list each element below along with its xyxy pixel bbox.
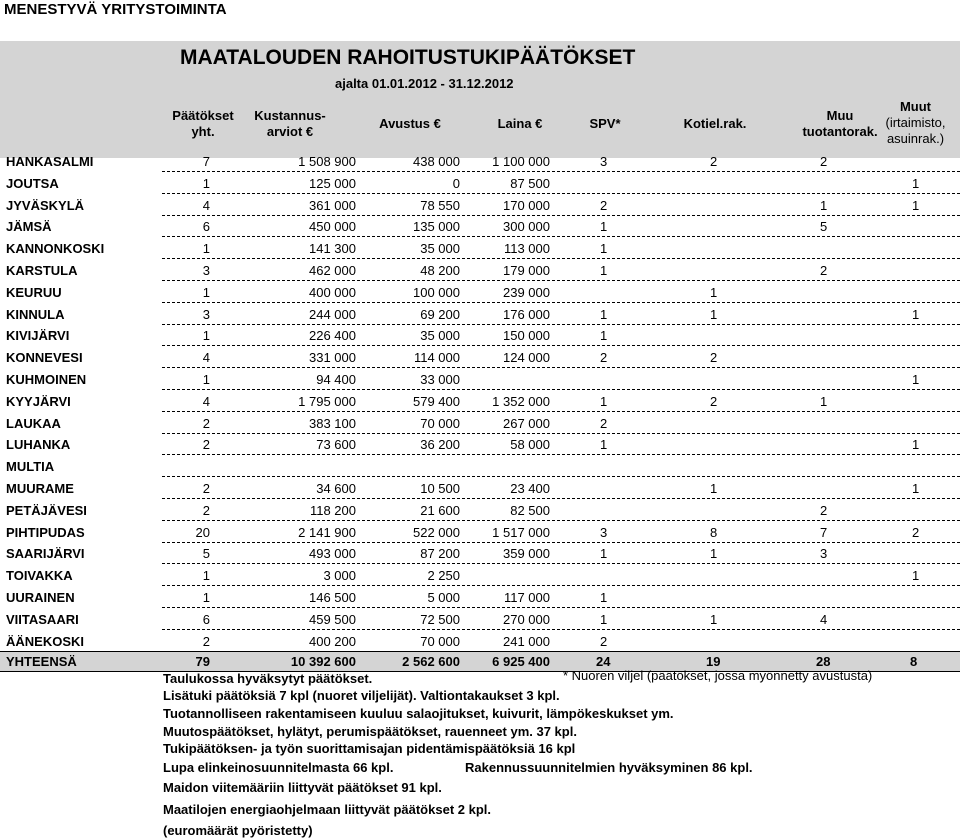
note-euromaarat: (euromäärät pyöristetty) <box>163 823 313 838</box>
cell-paatokset: 1 <box>202 568 210 584</box>
cell-name: VIITASAARI <box>6 611 79 627</box>
cell-name: LUHANKA <box>6 437 71 453</box>
cell-muu: 2 <box>820 502 828 518</box>
header-paatokset <box>163 108 243 140</box>
cell-muu: 1 <box>820 197 828 213</box>
cell-kotiel: 1 <box>710 306 718 322</box>
cell-kustannus: 383 100 <box>309 415 356 431</box>
cell-kustannus: 1 795 000 <box>298 393 356 409</box>
cell-laina: 117 000 <box>503 590 550 605</box>
cell-avustus: 72 500 <box>420 611 460 627</box>
cell-laina: 170 000 <box>503 197 550 213</box>
cell-kustannus: 118 200 <box>309 502 356 518</box>
header-muut-line3: asuinrak.) <box>886 131 945 146</box>
cell-avustus: 70 000 <box>420 415 460 431</box>
cell-muu: 1 <box>820 393 828 409</box>
report-period: ajalta 01.01.2012 - 31.12.2012 <box>335 76 514 91</box>
cell-kustannus: 34 600 <box>316 481 356 496</box>
total-kotiel: 19 <box>706 654 721 669</box>
note-accepted: Taulukossa hyväksytyt päätökset. <box>163 671 373 686</box>
cell-muut: 2 <box>912 524 920 540</box>
cell-spv: 1 <box>600 437 608 453</box>
cell-name: KYYJÄRVI <box>6 393 71 409</box>
cell-laina: 124 000 <box>503 350 550 366</box>
cell-avustus: 114 000 <box>413 350 460 366</box>
cell-kustannus: 361 000 <box>309 197 356 213</box>
cell-paatokset: 5 <box>202 546 210 562</box>
cell-name: KANNONKOSKI <box>6 241 105 257</box>
cell-name: SAARIJÄRVI <box>6 546 85 562</box>
total-muu: 28 <box>816 654 831 669</box>
total-avustus: 2 562 600 <box>402 654 460 669</box>
cell-laina: 267 000 <box>503 415 550 431</box>
page-title: MENESTYVÄ YRITYSTOIMINTA <box>4 1 227 18</box>
cell-paatokset: 2 <box>202 437 210 453</box>
cell-paatokset: 1 <box>202 175 210 191</box>
cell-spv: 1 <box>600 590 608 605</box>
cell-avustus: 135 000 <box>413 219 460 235</box>
cell-kustannus: 400 000 <box>309 284 356 300</box>
table-row <box>0 172 960 194</box>
cell-laina: 270 000 <box>503 611 550 627</box>
cell-paatokset: 2 <box>202 481 210 496</box>
table-row <box>0 303 960 325</box>
cell-avustus: 100 000 <box>413 284 460 300</box>
cell-kustannus: 1 508 900 <box>298 154 356 169</box>
cell-kotiel: 2 <box>710 393 718 409</box>
header-muut-line2: (irtaimisto, <box>885 115 946 130</box>
note-lisatuki: Lisätuki päätöksiä 7 kpl (nuoret viljelijät). Valtiontakaukset 3 kpl. <box>163 688 560 703</box>
cell-avustus: 33 000 <box>420 372 460 387</box>
cell-paatokset: 20 <box>195 524 210 540</box>
cell-spv: 1 <box>600 393 608 409</box>
cell-name: KUHMOINEN <box>6 372 87 387</box>
cell-laina: 87 500 <box>510 175 550 191</box>
cell-name: TOIVAKKA <box>6 568 73 584</box>
table-row <box>0 215 960 237</box>
cell-kustannus: 450 000 <box>309 219 356 235</box>
cell-paatokset: 1 <box>202 241 210 257</box>
total-paatokset: 79 <box>195 654 210 669</box>
table-row <box>0 150 960 172</box>
cell-muut: 1 <box>912 175 920 191</box>
cell-name: MULTIA <box>6 459 55 475</box>
cell-name: KINNULA <box>6 306 65 322</box>
cell-avustus: 21 600 <box>420 502 460 518</box>
cell-kotiel: 1 <box>710 611 718 627</box>
table-row <box>0 499 960 521</box>
cell-kustannus: 125 000 <box>309 175 356 191</box>
note-tukipaatos: Tukipäätöksen- ja työn suorittamisajan pidentämispäätöksiä 16 kpl <box>163 741 576 756</box>
header-muut <box>873 99 958 147</box>
cell-paatokset: 2 <box>202 633 210 649</box>
total-muut: 8 <box>910 654 918 669</box>
cell-spv: 2 <box>600 415 608 431</box>
cell-muu: 2 <box>820 263 828 278</box>
cell-kustannus: 493 000 <box>309 546 356 562</box>
cell-avustus: 438 000 <box>413 154 460 169</box>
cell-spv: 3 <box>600 524 608 540</box>
table-row <box>0 521 960 543</box>
cell-kotiel: 1 <box>710 481 718 496</box>
table-row <box>0 477 960 499</box>
header-kustannus-line1: Kustannus- <box>254 108 326 123</box>
cell-muu: 7 <box>820 524 828 540</box>
cell-name: JOUTSA <box>6 175 59 191</box>
cell-spv: 3 <box>600 154 608 169</box>
cell-spv: 1 <box>600 328 608 344</box>
cell-laina: 1 352 000 <box>492 393 550 409</box>
cell-paatokset: 7 <box>202 154 210 169</box>
cell-kustannus: 400 200 <box>309 633 356 649</box>
table-row <box>0 346 960 368</box>
table-row <box>0 194 960 216</box>
cell-spv: 1 <box>600 306 608 322</box>
cell-name: KIVIJÄRVI <box>6 328 70 344</box>
cell-kustannus: 462 000 <box>309 263 356 278</box>
cell-paatokset: 2 <box>202 502 210 518</box>
cell-spv: 1 <box>600 241 608 257</box>
cell-avustus: 36 200 <box>420 437 460 453</box>
cell-paatokset: 1 <box>202 372 210 387</box>
cell-muu: 5 <box>820 219 828 235</box>
cell-kotiel: 1 <box>710 546 718 562</box>
cell-laina: 113 000 <box>503 241 550 257</box>
table-row <box>0 455 960 477</box>
table-row <box>0 324 960 346</box>
cell-kotiel: 1 <box>710 284 718 300</box>
cell-kustannus: 2 141 900 <box>298 524 356 540</box>
cell-muut: 1 <box>912 437 920 453</box>
note-tuotannollinen: Tuotannolliseen rakentamiseen kuuluu salaojitukset, kuivurit, lämpökeskukset ym. <box>163 706 674 721</box>
report-title: MAATALOUDEN RAHOITUSTUKIPÄÄTÖKSET <box>180 46 636 69</box>
cell-name: PIHTIPUDAS <box>6 524 85 540</box>
cell-laina: 239 000 <box>503 284 550 300</box>
header-paatokset-line2: yht. <box>191 124 215 139</box>
cell-paatokset: 1 <box>202 328 210 344</box>
cell-avustus: 35 000 <box>420 241 460 257</box>
cell-paatokset: 6 <box>202 611 210 627</box>
cell-spv: 2 <box>600 197 608 213</box>
cell-name: JÄMSÄ <box>6 219 52 235</box>
header-paatokset-line1: Päätökset <box>172 108 234 123</box>
cell-spv: 1 <box>600 263 608 278</box>
table-row <box>0 237 960 259</box>
cell-muu: 4 <box>820 611 828 627</box>
cell-kustannus: 331 000 <box>309 350 356 366</box>
cell-avustus: 70 000 <box>420 633 460 649</box>
cell-kustannus: 94 400 <box>316 372 356 387</box>
cell-name: ÄÄNEKOSKI <box>6 633 85 649</box>
cell-avustus: 5 000 <box>427 590 460 605</box>
cell-name: KEURUU <box>6 284 62 300</box>
cell-name: MUURAME <box>6 481 74 496</box>
note-spv: * Nuoren viljel (päätökset, jossa myönnetty avustusta) <box>563 668 873 683</box>
table-row <box>0 412 960 434</box>
cell-avustus: 78 550 <box>420 197 460 213</box>
total-label: YHTEENSÄ <box>6 654 77 669</box>
cell-spv: 1 <box>600 546 608 562</box>
header-muu-line1: Muu <box>826 108 854 123</box>
cell-kustannus: 459 500 <box>309 611 356 627</box>
header-spv: SPV* <box>589 116 621 131</box>
cell-paatokset: 4 <box>202 350 210 366</box>
cell-name: PETÄJÄVESI <box>6 502 87 518</box>
table-row <box>0 630 960 652</box>
cell-paatokset: 3 <box>202 263 210 278</box>
cell-laina: 359 000 <box>503 546 550 562</box>
cell-kustannus: 226 400 <box>309 328 356 344</box>
cell-kotiel: 2 <box>710 350 718 366</box>
cell-paatokset: 2 <box>202 415 210 431</box>
cell-laina: 176 000 <box>503 306 550 322</box>
cell-avustus: 48 200 <box>420 263 460 278</box>
cell-avustus: 10 500 <box>420 481 460 496</box>
cell-paatokset: 1 <box>202 590 210 605</box>
table-row <box>0 564 960 586</box>
cell-kustannus: 73 600 <box>316 437 356 453</box>
cell-kotiel: 2 <box>710 154 718 169</box>
cell-laina: 1 100 000 <box>492 154 550 169</box>
cell-paatokset: 3 <box>202 306 210 322</box>
header-muu <box>795 108 885 140</box>
cell-name: JYVÄSKYLÄ <box>6 197 85 213</box>
cell-kustannus: 244 000 <box>309 306 356 322</box>
cell-kustannus: 3 000 <box>323 568 356 584</box>
table-row <box>0 368 960 390</box>
cell-laina: 82 500 <box>510 502 550 518</box>
header-muu-line2: tuotantorak. <box>802 124 878 139</box>
total-kustannus: 10 392 600 <box>290 654 356 669</box>
header-kustannus-line2: arviot € <box>266 124 314 139</box>
table-row <box>0 586 960 608</box>
note-muutospaatokset: Muutospäätökset, hylätyt, perumispäätökset, rauenneet ym. 37 kpl. <box>163 724 577 739</box>
cell-laina: 23 400 <box>510 481 550 496</box>
cell-kotiel: 8 <box>710 524 718 540</box>
total-laina: 6 925 400 <box>492 654 550 669</box>
cell-laina: 1 517 000 <box>492 524 550 540</box>
cell-muu: 2 <box>820 154 828 169</box>
table-row <box>0 281 960 303</box>
cell-kustannus: 141 300 <box>309 241 356 257</box>
cell-kustannus: 146 500 <box>309 590 356 605</box>
cell-name: KARSTULA <box>6 263 78 278</box>
header-avustus: Avustus € <box>379 116 441 131</box>
total-spv: 24 <box>596 654 611 669</box>
cell-avustus: 69 200 <box>420 306 460 322</box>
cell-spv: 1 <box>600 611 608 627</box>
cell-name: LAUKAA <box>6 415 61 431</box>
cell-avustus: 35 000 <box>420 328 460 344</box>
cell-muu: 3 <box>820 546 828 562</box>
cell-paatokset: 1 <box>202 284 210 300</box>
cell-laina: 300 000 <box>503 219 550 235</box>
header-kustannus <box>250 108 330 140</box>
cell-name: HANKASALMI <box>6 154 94 169</box>
header-laina: Laina € <box>497 116 543 131</box>
cell-spv: 2 <box>600 350 608 366</box>
table-row <box>0 433 960 455</box>
cell-avustus: 579 400 <box>413 393 460 409</box>
cell-muut: 1 <box>912 306 920 322</box>
header-kotiel: Kotiel.rak. <box>683 116 747 131</box>
cell-laina: 150 000 <box>503 328 550 344</box>
note-lupa: Lupa elinkeinosuunnitelmasta 66 kpl. <box>163 760 394 775</box>
cell-spv: 2 <box>600 633 608 649</box>
header-muut-line1: Muut <box>899 99 932 114</box>
table-row <box>0 608 960 630</box>
cell-laina: 179 000 <box>503 263 550 278</box>
cell-muut: 1 <box>912 481 920 496</box>
cell-paatokset: 4 <box>202 393 210 409</box>
table-row <box>0 259 960 281</box>
cell-paatokset: 6 <box>202 219 210 235</box>
cell-laina: 58 000 <box>510 437 550 453</box>
cell-muut: 1 <box>912 568 920 584</box>
table-row <box>0 542 960 564</box>
cell-muut: 1 <box>912 197 920 213</box>
cell-avustus: 87 200 <box>420 546 460 562</box>
cell-laina: 241 000 <box>503 633 550 649</box>
cell-avustus: 2 250 <box>427 568 460 584</box>
cell-name: KONNEVESI <box>6 350 83 366</box>
cell-spv: 1 <box>600 219 608 235</box>
cell-paatokset: 4 <box>202 197 210 213</box>
cell-name: UURAINEN <box>6 590 75 605</box>
note-rakennus: Rakennussuunnitelmien hyväksyminen 86 kpl. <box>465 760 753 775</box>
table-row <box>0 390 960 412</box>
note-energia: Maatilojen energiaohjelmaan liittyvät päätökset 2 kpl. <box>163 802 491 817</box>
cell-avustus: 0 <box>452 175 460 191</box>
note-maito: Maidon viitemääriin liittyvät päätökset 91 kpl. <box>163 780 442 795</box>
cell-muut: 1 <box>912 372 920 387</box>
cell-avustus: 522 000 <box>413 524 460 540</box>
